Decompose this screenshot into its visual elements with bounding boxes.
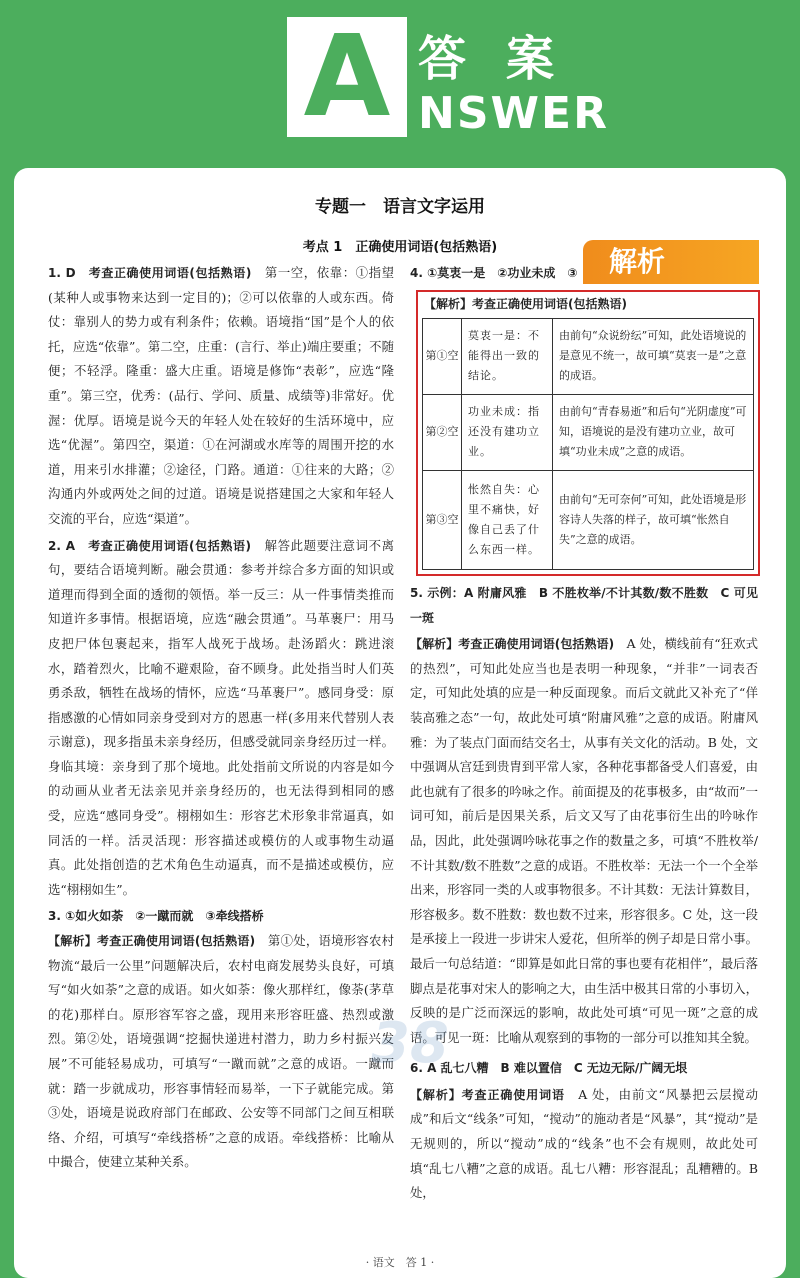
q6-tag: 【解析】考查正确使用词语 — [410, 1087, 565, 1102]
header-title-en: NSWER — [418, 88, 609, 139]
jiexi-badge: 解析 — [583, 240, 759, 284]
q6-body: A 处，由前文“风暴把云层搅动成”和后文“线条”可知，“搅动”的施动者是“风暴”，其“搅动”是无规则的，所以“搅动”成的“线条”也不会有规则，故此处可填“乱七八糟”之意的成语。乱七八糟：形容混乱；乱糟糟的。B 处， — [410, 1086, 758, 1201]
logo-letter: A — [303, 12, 391, 142]
q5-head: 5. 示例：A 附庸风雅 B 不胜枚举/不计其数/数不胜数 C 可见一斑 — [410, 586, 758, 625]
table-cell-note: 由前句“青春易逝”和后句“光阴虚度”可知，语境说的是没有建功立业，故可填“功业未成”之意的成语。 — [553, 394, 754, 470]
question-5 — [410, 632, 758, 1050]
right-column-lower — [410, 581, 758, 1206]
q4-head-text: 4. ①莫衷一是 ②功业未成 ③ — [410, 266, 578, 280]
question-6 — [410, 1083, 758, 1206]
q5-body: A 处，横线前有“狂欢式的热烈”，可知此处应当也是表明一种现象，“并非”一词表否定，可知此处填的应是一种反面现象。而后文就此又补充了“佯装高雅之态”一句，故此处可填“附庸风雅”之意的成语。附庸风雅：为了装点门面而结交名士，从事有关文化的活动。B 处，文中强调从宫廷到贵胄到平常人家，各种花事都备受人们喜爱，由此也就有了很多的吟咏之作。前面提及的花事极多，由“故而”一词可知，前后是因果关系，后文又写了由花事衍生出的吟咏作品，因此，此处强调吟咏花事之作的数量之多，可填“不胜枚举/不计其数/数不胜数”之意的成语。不胜枚举：无法一个一个全举出来，形容同一类的人或事物很多。不计其数：无法计算数目，形容极多。数不胜数：数也数不过来，形容很多。C 处，这一段是承接上一段进一步讲宋人爱花，但所举的例子却是日常小事。最后一句总结道：“即算是如此日常的事也要有花相伴”，最后落脚点是花事对宋人的影响之大，由生活中极其日常的小事切入，反映的是广泛而深远的影响，故此处可填“可见一斑”之意的成语。可见一斑：比喻从观察到的事物的一部分可以推知其全貌。 — [410, 636, 758, 1045]
header-title-cn: 答案 — [418, 31, 595, 87]
q3-body: 第①处，语境形容农村物流“最后一公里”问题解决后，农村电商发展势头良好，可填写“如火如荼”之意的成语。如火如荼：像火那样红，像荼(茅草的花)那样白。原形容军容之盛，现用来形容旺盛、热烈或激烈。第②处，语境强调“挖掘快递进村潜力，助力乡村振兴发展”不可能轻易成功，可填写“一蹴而就”之意的成语。一蹴而就：踏一步就成功，形容事情轻而易举，一下子就能完成。第③处，语境是说政府部门在邮政、公安等不同部门之间互相联络、介绍，可填写“牵线搭桥”之意的成语。牵线搭桥：比喻从中撮合，使建立某种关系。 — [48, 933, 394, 1170]
analysis-table — [422, 318, 754, 570]
table-head: 【解析】考查正确使用词语(包括熟语) — [424, 297, 627, 311]
table-cell-answer: 莫衷一是：不能得出一致的结论。 — [462, 319, 553, 395]
table-cell-slot: 第③空 — [423, 470, 462, 569]
table-cell-slot: 第②空 — [423, 394, 462, 470]
section-title: 专题一 语言文字运用 — [315, 197, 485, 217]
q3-head: 3. ①如火如荼 ②一蹴而就 ③牵线搭桥 — [48, 909, 264, 924]
question-2 — [48, 534, 394, 903]
q2-head: 2. A 考查正确使用词语(包括熟语) — [48, 538, 252, 553]
table-cell-note: 由前句“众说纷纭”可知，此处语境说的是意见不统一，故可填“莫衷一是”之意的成语。 — [553, 319, 754, 395]
q1-body: 第一空，依靠：①指望(某种人或事物来达到一定目的)；②可以依靠的人或东西。倚仗：靠别人的势力或有利条件；依赖。语境指“国”是个人的依托，应选“依靠”。第二空，庄重：(言行、举止)端庄要重；不随便；不轻浮。隆重：盛大庄重。语境是修饰“表彰”，应选“隆重”。第三空，优秀：(品行、学问、质量、成绩等)非常好。优渥：优厚。语境是说今天的年轻人处在较好的生活环境中，应选“优渥”。第四空，渠道：①在河湖或水库等的周围开挖的水道，用来引水排灌；②途径，门路。通道：①往来的大路；②沟通内外或两处之间的过道。语境是说搭建国之大家和年轻人交流的平台，应选“渠道”。 — [48, 265, 394, 526]
table-cell-answer: 功业未成：指还没有建功立业。 — [462, 394, 553, 470]
table-cell-slot: 第①空 — [423, 319, 462, 395]
watermark-logo: 38 — [371, 1011, 449, 1076]
answer-header — [0, 0, 800, 170]
page-footer: · 语文 答 1 · — [365, 1256, 435, 1269]
question-1 — [48, 261, 394, 532]
answer-logo — [287, 12, 407, 142]
table-row — [423, 394, 754, 470]
analysis-table-box — [416, 290, 760, 576]
table-row — [423, 319, 754, 395]
q6-head: 6. A 乱七八糟 B 难以置信 C 无边无际/广阔无垠 — [410, 1061, 688, 1076]
q2-body: 解答此题要注意词不离句，要结合语境判断。融会贯通：参考并综合多方面的知识或道理而得到全面的透彻的领悟。举一反三：从一件事情类推而知道许多事情。根据语境，应选“融会贯通”。马革裹尸：用马皮把尸体包裹起来，指军人战死于战场。赴汤蹈火：跳进滚水，踏着烈火，比喻不避艰险，奋不顾身。此处指当时人们英勇杀敌，牺牲在战场的情怀，应选“马革裹尸”。感同身受：原指感激的心情如同亲身受到对方的恩惠一样(多用来代替别人表示谢意)，现多指虽未亲身经历，但感受就同亲身经历过一样。身临其境：亲身到了那个境地。此处指前文所说的内容是如今的动画从业者无法亲见并亲身经历的，也无法得到相同的感受，应选“感同身受”。栩栩如生：形容艺术形象非常逼真，如同活的一样。活灵活现：形容描述或模仿的人或事物生动逼真。此处指创造的艺术角色生动逼真，而不是描述或模仿，应选“栩栩如生”。 — [48, 537, 395, 897]
q1-head: 1. D 考查正确使用词语(包括熟语) — [48, 266, 252, 280]
table-cell-answer: 怅然自失：心里不痛快，好像自己丢了什么东西一样。 — [462, 470, 553, 569]
q5-tag: 【解析】考查正确使用词语(包括熟语) — [410, 637, 615, 652]
table-row — [423, 470, 754, 569]
q3-tag: 【解析】考查正确使用词语(包括熟语) — [48, 934, 256, 949]
table-cell-note: 由前句“无可奈何”可知，此处语境是形容诗人失落的样子，故可填“怅然自失”之意的成语。 — [553, 470, 754, 569]
kaodian-title: 考点 1 正确使用词语(包括熟语) — [302, 240, 498, 255]
